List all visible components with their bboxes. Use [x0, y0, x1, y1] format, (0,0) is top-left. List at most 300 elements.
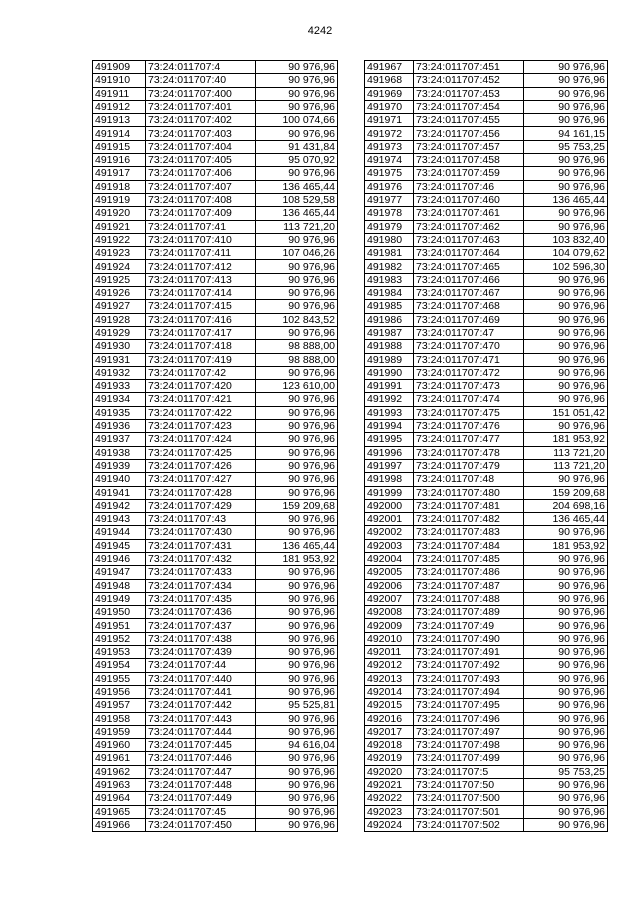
row-number-cell: 491966 — [93, 818, 146, 831]
value-cell: 90 976,96 — [256, 406, 338, 419]
value-cell: 90 976,96 — [524, 326, 608, 339]
row-number-cell: 491982 — [365, 260, 414, 273]
cadastral-number-cell: 73:24:011707:400 — [146, 87, 256, 100]
table-row — [365, 300, 608, 313]
row-number-cell: 491963 — [93, 779, 146, 792]
cadastral-number-cell: 73:24:011707:486 — [414, 566, 524, 579]
cadastral-number-cell: 73:24:011707:421 — [146, 393, 256, 406]
value-cell: 136 465,44 — [256, 539, 338, 552]
value-cell: 181 953,92 — [524, 539, 608, 552]
value-cell: 108 529,58 — [256, 193, 338, 206]
row-number-cell: 491956 — [93, 685, 146, 698]
row-number-cell: 492013 — [365, 672, 414, 685]
cadastral-number-cell: 73:24:011707:492 — [414, 659, 524, 672]
row-number-cell: 491933 — [93, 380, 146, 393]
cadastral-number-cell: 73:24:011707:404 — [146, 140, 256, 153]
table-row — [365, 247, 608, 260]
table-row — [93, 526, 338, 539]
value-cell: 95 070,92 — [256, 154, 338, 167]
table-row — [365, 566, 608, 579]
table-row — [93, 193, 338, 206]
cadastral-number-cell: 73:24:011707:456 — [414, 127, 524, 140]
cadastral-number-cell: 73:24:011707:50 — [414, 779, 524, 792]
table-row — [365, 459, 608, 472]
table-row — [365, 779, 608, 792]
cadastral-number-cell: 73:24:011707:439 — [146, 646, 256, 659]
row-number-cell: 491914 — [93, 127, 146, 140]
value-cell: 90 976,96 — [524, 579, 608, 592]
value-cell: 100 074,66 — [256, 114, 338, 127]
value-cell: 204 698,16 — [524, 499, 608, 512]
value-cell: 90 976,96 — [256, 566, 338, 579]
table-row — [365, 273, 608, 286]
value-cell: 90 976,96 — [524, 672, 608, 685]
cadastral-number-cell: 73:24:011707:464 — [414, 247, 524, 260]
value-cell: 90 976,96 — [524, 818, 608, 831]
row-number-cell: 491994 — [365, 420, 414, 433]
row-number-cell: 491967 — [365, 61, 414, 74]
cadastral-number-cell: 73:24:011707:46 — [414, 180, 524, 193]
table-row — [365, 154, 608, 167]
table-row — [93, 473, 338, 486]
table-row — [93, 446, 338, 459]
row-number-cell: 492003 — [365, 539, 414, 552]
row-number-cell: 491961 — [93, 752, 146, 765]
cadastral-number-cell: 73:24:011707:40 — [146, 74, 256, 87]
cadastral-number-cell: 73:24:011707:466 — [414, 273, 524, 286]
table-row — [365, 74, 608, 87]
value-cell: 90 976,96 — [524, 100, 608, 113]
table-row — [365, 380, 608, 393]
row-number-cell: 492004 — [365, 552, 414, 565]
row-number-cell: 492000 — [365, 499, 414, 512]
table-row — [93, 260, 338, 273]
value-cell: 90 976,96 — [524, 779, 608, 792]
cadastral-number-cell: 73:24:011707:429 — [146, 499, 256, 512]
table-row — [93, 619, 338, 632]
row-number-cell: 491968 — [365, 74, 414, 87]
table-row — [93, 765, 338, 778]
row-number-cell: 491932 — [93, 366, 146, 379]
value-cell: 136 465,44 — [524, 513, 608, 526]
row-number-cell: 491943 — [93, 513, 146, 526]
cadastral-number-cell: 73:24:011707:459 — [414, 167, 524, 180]
value-cell: 95 753,25 — [524, 765, 608, 778]
value-cell: 90 976,96 — [256, 659, 338, 672]
row-number-cell: 492002 — [365, 526, 414, 539]
table-row — [93, 433, 338, 446]
table-row — [93, 287, 338, 300]
cadastral-number-cell: 73:24:011707:482 — [414, 513, 524, 526]
value-cell: 90 976,96 — [256, 100, 338, 113]
table-row — [365, 207, 608, 220]
table-row — [365, 818, 608, 831]
table-row — [365, 552, 608, 565]
cadastral-number-cell: 73:24:011707:4 — [146, 61, 256, 74]
cadastral-number-cell: 73:24:011707:442 — [146, 699, 256, 712]
cadastral-number-cell: 73:24:011707:448 — [146, 779, 256, 792]
value-cell: 123 610,00 — [256, 380, 338, 393]
row-number-cell: 491922 — [93, 233, 146, 246]
row-number-cell: 491969 — [365, 87, 414, 100]
value-cell: 94 161,15 — [524, 127, 608, 140]
cadastral-number-cell: 73:24:011707:410 — [146, 233, 256, 246]
row-number-cell: 491952 — [93, 632, 146, 645]
row-number-cell: 491960 — [93, 739, 146, 752]
value-cell: 90 976,96 — [524, 592, 608, 605]
table-row — [365, 632, 608, 645]
cadastral-number-cell: 73:24:011707:454 — [414, 100, 524, 113]
cadastral-number-cell: 73:24:011707:451 — [414, 61, 524, 74]
value-cell: 181 953,92 — [524, 433, 608, 446]
table-row — [93, 552, 338, 565]
cadastral-number-cell: 73:24:011707:489 — [414, 606, 524, 619]
row-number-cell: 491918 — [93, 180, 146, 193]
value-cell: 90 976,96 — [256, 592, 338, 605]
cadastral-number-cell: 73:24:011707:411 — [146, 247, 256, 260]
table-row — [365, 313, 608, 326]
value-cell: 113 721,20 — [524, 459, 608, 472]
value-cell: 90 976,96 — [256, 818, 338, 831]
row-number-cell: 491971 — [365, 114, 414, 127]
cadastral-number-cell: 73:24:011707:440 — [146, 672, 256, 685]
table-row — [365, 366, 608, 379]
value-cell: 90 976,96 — [256, 725, 338, 738]
value-cell: 159 209,68 — [256, 499, 338, 512]
cadastral-number-cell: 73:24:011707:453 — [414, 87, 524, 100]
value-cell: 90 976,96 — [524, 699, 608, 712]
table-row — [365, 420, 608, 433]
value-cell: 90 976,96 — [256, 74, 338, 87]
value-cell: 90 976,96 — [524, 685, 608, 698]
row-number-cell: 491920 — [93, 207, 146, 220]
value-cell: 90 976,96 — [524, 167, 608, 180]
row-number-cell: 492023 — [365, 805, 414, 818]
value-cell: 90 976,96 — [256, 326, 338, 339]
cadastral-number-cell: 73:24:011707:423 — [146, 420, 256, 433]
row-number-cell: 492019 — [365, 752, 414, 765]
cadastral-number-cell: 73:24:011707:425 — [146, 446, 256, 459]
table-row — [93, 779, 338, 792]
table-row — [365, 765, 608, 778]
value-cell: 90 976,96 — [524, 87, 608, 100]
table-row — [365, 486, 608, 499]
cadastral-number-cell: 73:24:011707:474 — [414, 393, 524, 406]
value-cell: 90 976,96 — [256, 792, 338, 805]
value-cell: 90 976,96 — [256, 433, 338, 446]
value-cell: 136 465,44 — [256, 207, 338, 220]
value-cell: 90 976,96 — [524, 220, 608, 233]
table-row — [93, 499, 338, 512]
cadastral-number-cell: 73:24:011707:467 — [414, 287, 524, 300]
cadastral-number-cell: 73:24:011707:480 — [414, 486, 524, 499]
row-number-cell: 491997 — [365, 459, 414, 472]
table-row — [93, 659, 338, 672]
table-row — [93, 366, 338, 379]
table-row — [93, 406, 338, 419]
table-row — [93, 606, 338, 619]
table-row — [365, 87, 608, 100]
row-number-cell: 492022 — [365, 792, 414, 805]
table-row — [93, 699, 338, 712]
table-row — [365, 406, 608, 419]
row-number-cell: 491995 — [365, 433, 414, 446]
table-row — [93, 87, 338, 100]
value-cell: 90 976,96 — [256, 459, 338, 472]
cadastral-number-cell: 73:24:011707:458 — [414, 154, 524, 167]
table-row — [93, 74, 338, 87]
value-cell: 90 976,96 — [524, 473, 608, 486]
cadastral-number-cell: 73:24:011707:444 — [146, 725, 256, 738]
table-row — [93, 752, 338, 765]
row-number-cell: 491923 — [93, 247, 146, 260]
cadastral-number-cell: 73:24:011707:485 — [414, 552, 524, 565]
table-row — [93, 420, 338, 433]
table-row — [93, 167, 338, 180]
cadastral-number-cell: 73:24:011707:406 — [146, 167, 256, 180]
cadastral-number-cell: 73:24:011707:414 — [146, 287, 256, 300]
cadastral-number-cell: 73:24:011707:493 — [414, 672, 524, 685]
cadastral-number-cell: 73:24:011707:41 — [146, 220, 256, 233]
row-number-cell: 491998 — [365, 473, 414, 486]
row-number-cell: 491979 — [365, 220, 414, 233]
table-row — [365, 180, 608, 193]
row-number-cell: 491940 — [93, 473, 146, 486]
row-number-cell: 491937 — [93, 433, 146, 446]
value-cell: 90 976,96 — [524, 552, 608, 565]
cadastral-number-cell: 73:24:011707:465 — [414, 260, 524, 273]
table-row — [93, 818, 338, 831]
table-row — [365, 606, 608, 619]
cadastral-number-cell: 73:24:011707:431 — [146, 539, 256, 552]
cadastral-number-cell: 73:24:011707:401 — [146, 100, 256, 113]
table-row — [365, 526, 608, 539]
cadastral-number-cell: 73:24:011707:426 — [146, 459, 256, 472]
row-number-cell: 491913 — [93, 114, 146, 127]
table-row — [93, 685, 338, 698]
row-number-cell: 491980 — [365, 233, 414, 246]
table-row — [93, 539, 338, 552]
table-row — [365, 473, 608, 486]
cadastral-number-cell: 73:24:011707:422 — [146, 406, 256, 419]
value-cell: 90 976,96 — [256, 300, 338, 313]
table-row — [93, 353, 338, 366]
value-cell: 90 976,96 — [256, 366, 338, 379]
cadastral-number-cell: 73:24:011707:432 — [146, 552, 256, 565]
table-row — [93, 672, 338, 685]
table-row — [365, 539, 608, 552]
row-number-cell: 492010 — [365, 632, 414, 645]
cadastral-number-cell: 73:24:011707:433 — [146, 566, 256, 579]
value-cell: 113 721,20 — [256, 220, 338, 233]
row-number-cell: 491945 — [93, 539, 146, 552]
value-cell: 90 976,96 — [524, 659, 608, 672]
row-number-cell: 491987 — [365, 326, 414, 339]
row-number-cell: 491910 — [93, 74, 146, 87]
value-cell: 90 976,96 — [256, 646, 338, 659]
value-cell: 90 976,96 — [524, 792, 608, 805]
table-row — [93, 326, 338, 339]
row-number-cell: 491941 — [93, 486, 146, 499]
row-number-cell: 491999 — [365, 486, 414, 499]
row-number-cell: 492012 — [365, 659, 414, 672]
cadastral-number-cell: 73:24:011707:501 — [414, 805, 524, 818]
value-cell: 90 976,96 — [524, 180, 608, 193]
value-cell: 90 976,96 — [256, 513, 338, 526]
table-row — [93, 207, 338, 220]
value-cell: 136 465,44 — [524, 193, 608, 206]
table-row — [93, 140, 338, 153]
table-row — [365, 725, 608, 738]
cadastral-number-cell: 73:24:011707:478 — [414, 446, 524, 459]
row-number-cell: 491921 — [93, 220, 146, 233]
cadastral-number-cell: 73:24:011707:443 — [146, 712, 256, 725]
cadastral-number-cell: 73:24:011707:434 — [146, 579, 256, 592]
row-number-cell: 492006 — [365, 579, 414, 592]
cadastral-number-cell: 73:24:011707:462 — [414, 220, 524, 233]
value-cell: 90 976,96 — [256, 273, 338, 286]
value-cell: 90 976,96 — [256, 127, 338, 140]
cadastral-number-cell: 73:24:011707:484 — [414, 539, 524, 552]
row-number-cell: 491984 — [365, 287, 414, 300]
row-number-cell: 491946 — [93, 552, 146, 565]
value-cell: 90 976,96 — [524, 74, 608, 87]
value-cell: 98 888,00 — [256, 353, 338, 366]
value-cell: 90 976,96 — [524, 646, 608, 659]
value-cell: 90 976,96 — [256, 606, 338, 619]
row-number-cell: 491951 — [93, 619, 146, 632]
row-number-cell: 491925 — [93, 273, 146, 286]
value-cell: 90 976,96 — [524, 380, 608, 393]
table-row — [93, 566, 338, 579]
value-cell: 90 976,96 — [524, 632, 608, 645]
value-cell: 95 525,81 — [256, 699, 338, 712]
cadastral-number-cell: 73:24:011707:49 — [414, 619, 524, 632]
cadastral-number-cell: 73:24:011707:436 — [146, 606, 256, 619]
cadastral-number-cell: 73:24:011707:409 — [146, 207, 256, 220]
cadastral-number-cell: 73:24:011707:449 — [146, 792, 256, 805]
value-cell: 90 976,96 — [524, 526, 608, 539]
cadastral-number-cell: 73:24:011707:417 — [146, 326, 256, 339]
table-row — [93, 61, 338, 74]
value-cell: 90 976,96 — [524, 606, 608, 619]
cadastral-number-cell: 73:24:011707:468 — [414, 300, 524, 313]
cadastral-number-cell: 73:24:011707:412 — [146, 260, 256, 273]
cadastral-number-cell: 73:24:011707:441 — [146, 685, 256, 698]
cadastral-number-cell: 73:24:011707:495 — [414, 699, 524, 712]
row-number-cell: 491944 — [93, 526, 146, 539]
table-row — [365, 659, 608, 672]
table-row — [365, 220, 608, 233]
table-row — [365, 579, 608, 592]
table-row — [365, 805, 608, 818]
cadastral-number-cell: 73:24:011707:437 — [146, 619, 256, 632]
value-cell: 159 209,68 — [524, 486, 608, 499]
cadastral-number-cell: 73:24:011707:481 — [414, 499, 524, 512]
table-row — [93, 632, 338, 645]
cadastral-number-cell: 73:24:011707:405 — [146, 154, 256, 167]
value-cell: 90 976,96 — [256, 486, 338, 499]
value-cell: 103 832,40 — [524, 233, 608, 246]
row-number-cell: 492015 — [365, 699, 414, 712]
cadastral-number-cell: 73:24:011707:438 — [146, 632, 256, 645]
cadastral-number-cell: 73:24:011707:497 — [414, 725, 524, 738]
row-number-cell: 492021 — [365, 779, 414, 792]
value-cell: 90 976,96 — [256, 685, 338, 698]
table-row — [93, 792, 338, 805]
table-row — [93, 739, 338, 752]
row-number-cell: 491928 — [93, 313, 146, 326]
table-row — [365, 685, 608, 698]
table-row — [93, 247, 338, 260]
row-number-cell: 491977 — [365, 193, 414, 206]
value-cell: 90 976,96 — [524, 353, 608, 366]
row-number-cell: 491950 — [93, 606, 146, 619]
row-number-cell: 492017 — [365, 725, 414, 738]
cadastral-number-cell: 73:24:011707:461 — [414, 207, 524, 220]
row-number-cell: 491957 — [93, 699, 146, 712]
value-cell: 90 976,96 — [256, 473, 338, 486]
value-cell: 90 976,96 — [524, 420, 608, 433]
table-row — [365, 646, 608, 659]
cadastral-number-cell: 73:24:011707:471 — [414, 353, 524, 366]
table-row — [365, 752, 608, 765]
value-cell: 90 976,96 — [256, 765, 338, 778]
cadastral-number-cell: 73:24:011707:479 — [414, 459, 524, 472]
row-number-cell: 491953 — [93, 646, 146, 659]
row-number-cell: 492016 — [365, 712, 414, 725]
value-cell: 90 976,96 — [524, 340, 608, 353]
row-number-cell: 491986 — [365, 313, 414, 326]
value-cell: 94 616,04 — [256, 739, 338, 752]
cadastral-number-cell: 73:24:011707:455 — [414, 114, 524, 127]
table-row — [93, 340, 338, 353]
value-cell: 90 976,96 — [256, 752, 338, 765]
row-number-cell: 491992 — [365, 393, 414, 406]
row-number-cell: 491929 — [93, 326, 146, 339]
cadastral-number-cell: 73:24:011707:45 — [146, 805, 256, 818]
row-number-cell: 491972 — [365, 127, 414, 140]
value-cell: 90 976,96 — [524, 752, 608, 765]
cadastral-number-cell: 73:24:011707:450 — [146, 818, 256, 831]
left-table-body — [93, 61, 338, 832]
value-cell: 90 976,96 — [524, 114, 608, 127]
cadastral-number-cell: 73:24:011707:473 — [414, 380, 524, 393]
row-number-cell: 491958 — [93, 712, 146, 725]
value-cell: 151 051,42 — [524, 406, 608, 419]
table-row — [365, 353, 608, 366]
table-row — [365, 393, 608, 406]
cadastral-number-cell: 73:24:011707:446 — [146, 752, 256, 765]
table-row — [93, 592, 338, 605]
row-number-cell: 491911 — [93, 87, 146, 100]
value-cell: 90 976,96 — [524, 300, 608, 313]
cadastral-number-cell: 73:24:011707:488 — [414, 592, 524, 605]
table-row — [365, 592, 608, 605]
row-number-cell: 491990 — [365, 366, 414, 379]
value-cell: 90 976,96 — [524, 739, 608, 752]
table-row — [365, 114, 608, 127]
row-number-cell: 491954 — [93, 659, 146, 672]
table-row — [93, 180, 338, 193]
row-number-cell: 492014 — [365, 685, 414, 698]
row-number-cell: 491970 — [365, 100, 414, 113]
table-row — [93, 805, 338, 818]
row-number-cell: 492018 — [365, 739, 414, 752]
cadastral-number-cell: 73:24:011707:452 — [414, 74, 524, 87]
value-cell: 91 431,84 — [256, 140, 338, 153]
left-cadastral-table — [92, 60, 338, 832]
